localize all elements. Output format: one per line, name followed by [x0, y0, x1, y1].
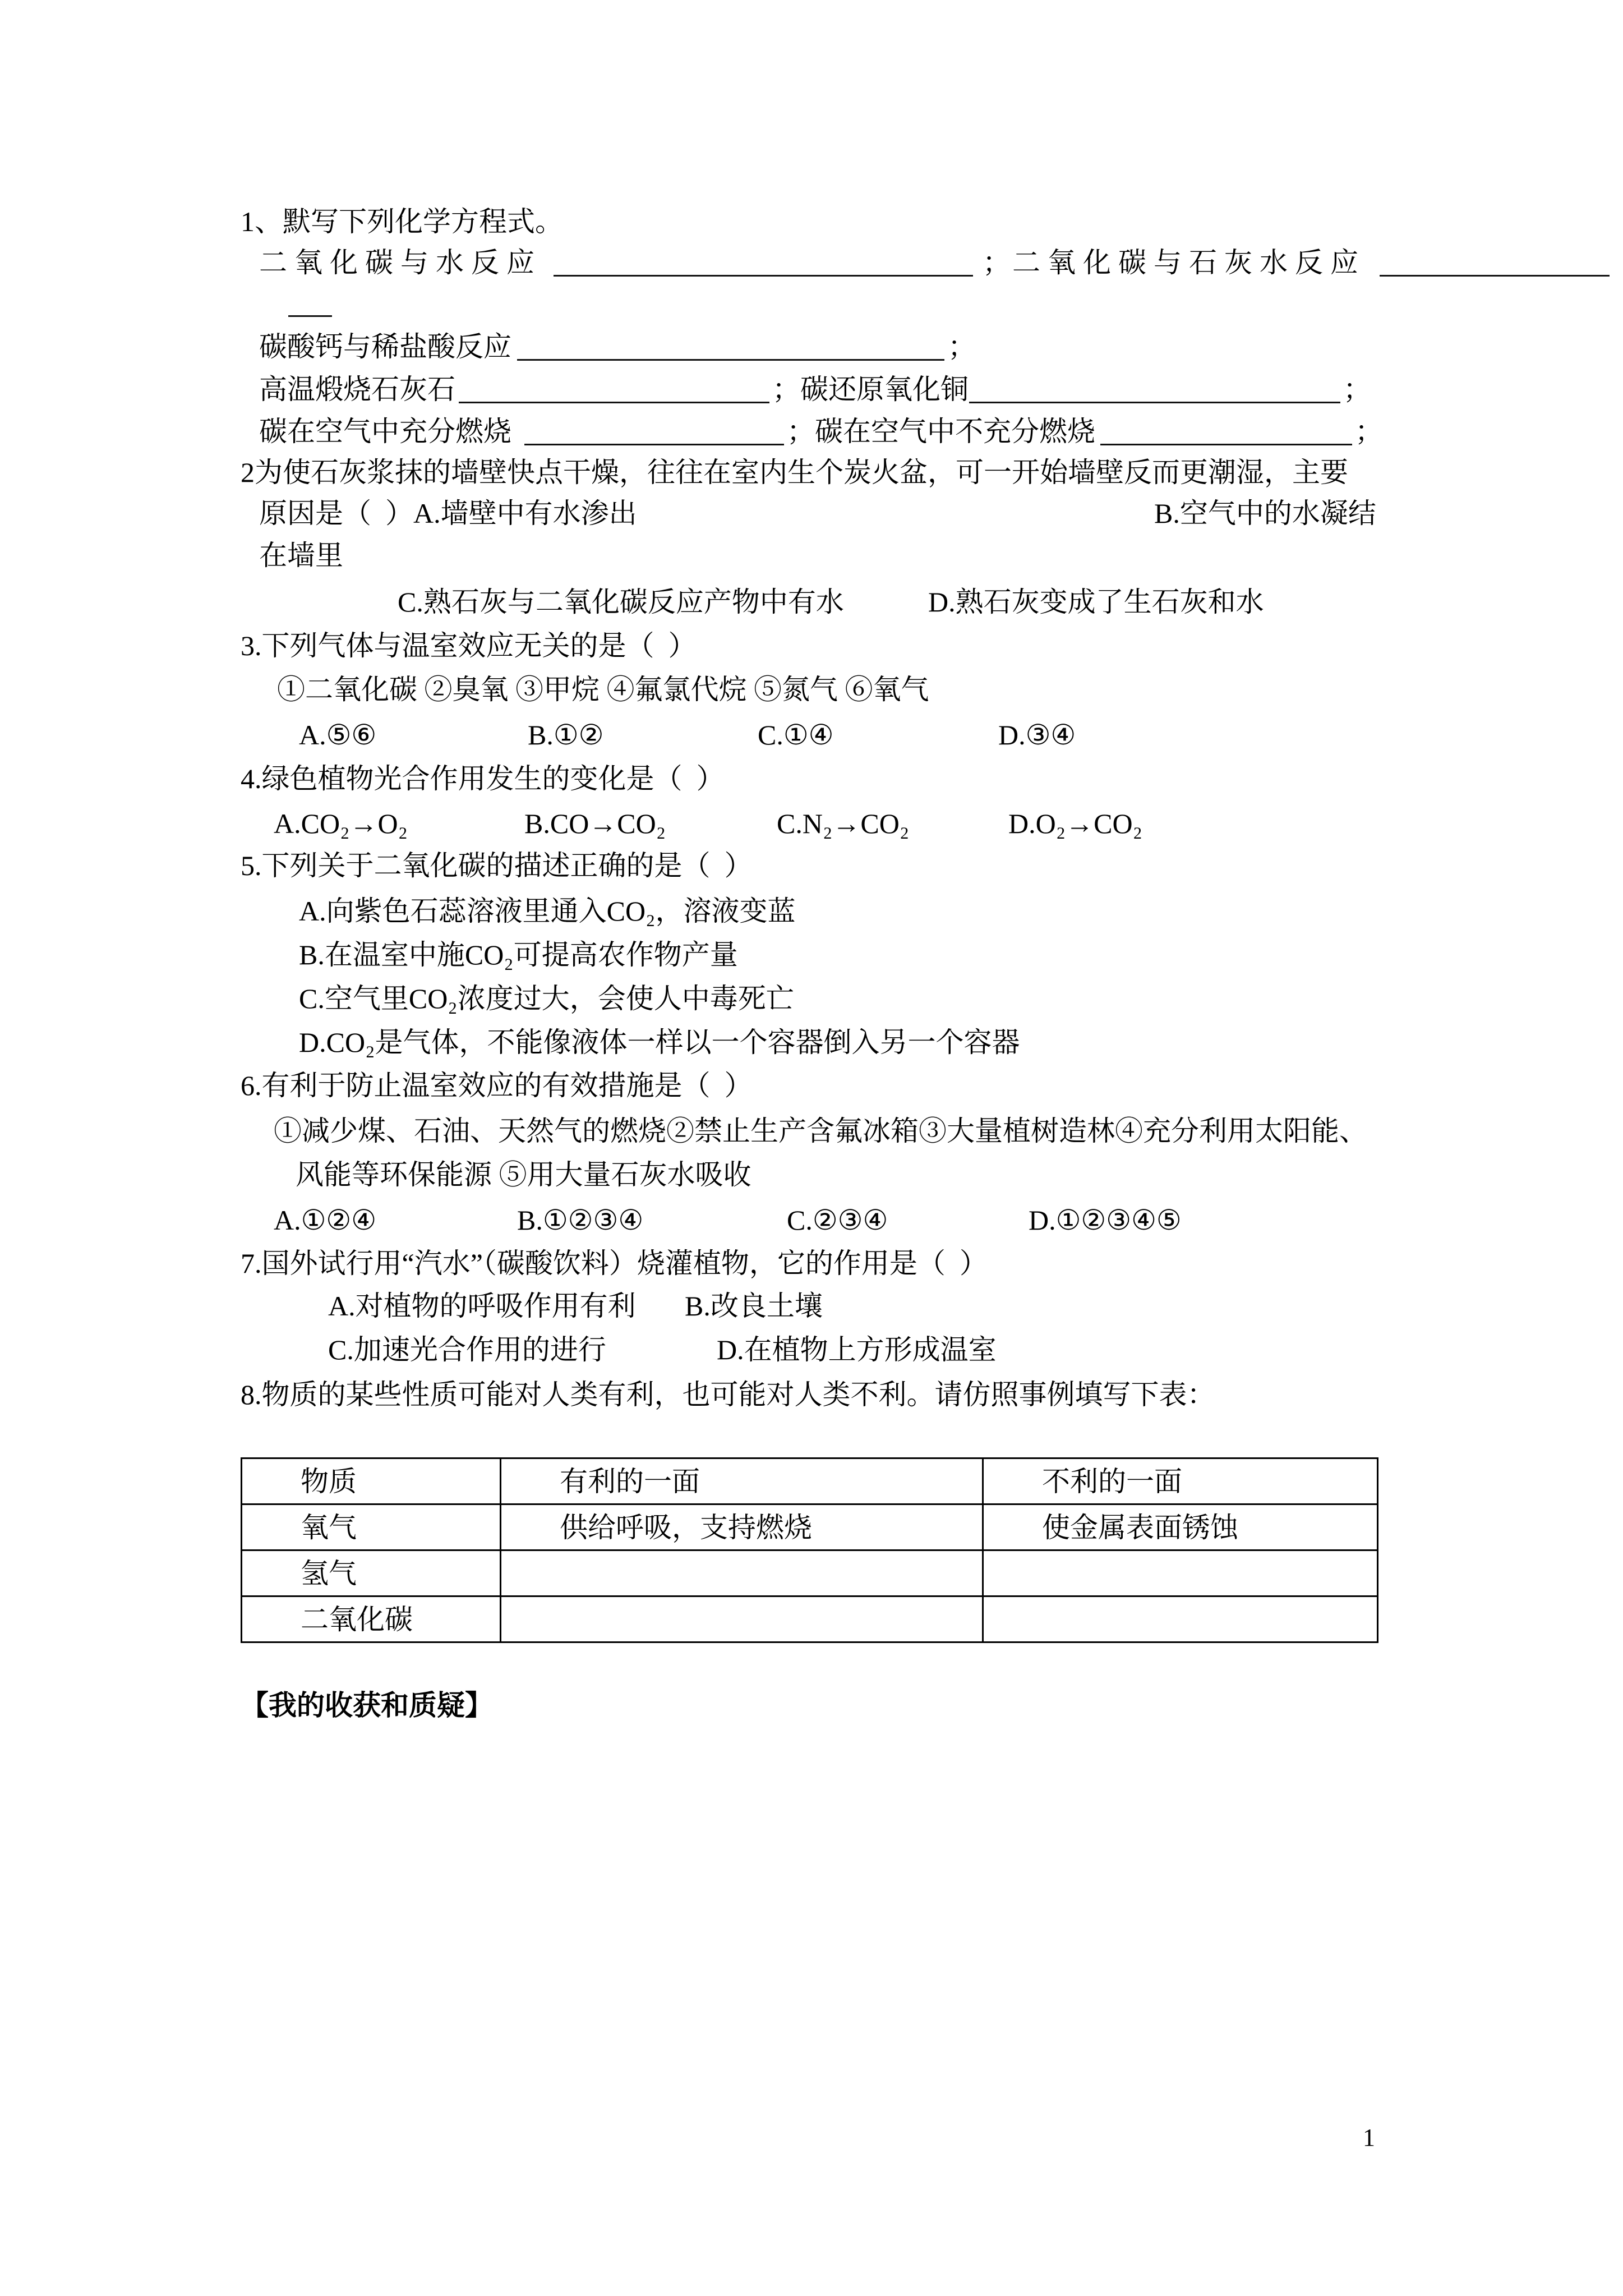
table-cell: 二氧化碳 [242, 1596, 501, 1642]
q5-option-b: B.在温室中施CO₂可提高农作物产量 [299, 939, 738, 970]
q7-option-c: C.加速光合作用的进行 [328, 1334, 606, 1365]
q2-stem-line1: 2为使石灰浆抹的墙壁快点干燥，往往在室内生个炭火盆，可一开始墙壁反而更潮湿，主要 [241, 457, 1348, 488]
q4-option-d: D.O₂→CO₂ [1008, 808, 1143, 839]
q3-option-d: D.③④ [998, 719, 1076, 751]
table-header-cell: 不利的一面 [983, 1458, 1378, 1504]
reflection-heading: 【我的收获和质疑】 [241, 1690, 493, 1721]
q1-eq3-blank [517, 330, 944, 361]
q6-option-d: D.①②③④⑤ [1029, 1204, 1182, 1236]
q6-items-line2: 风能等环保能源 ⑤用大量石灰水吸收 [296, 1159, 751, 1190]
q1-eq3-label: 碳酸钙与稀盐酸反应 [259, 331, 511, 362]
q1-eq5-label: ；碳还原氧化铜 [772, 374, 969, 405]
table-cell [501, 1550, 983, 1596]
q1-eq7-end: ； [1355, 416, 1383, 447]
q3-option-a: A.⑤⑥ [299, 719, 377, 751]
q4-stem: 4.绿色植物光合作用发生的变化是（ ） [241, 763, 725, 794]
table-cell [983, 1550, 1378, 1596]
q2-option-b: B.空气中的水凝结 [1154, 498, 1376, 529]
q6-option-b: B.①②③④ [517, 1204, 644, 1236]
q1-eq2-blank-continued [288, 286, 332, 317]
q5-option-c: C.空气里CO₂浓度过大，会使人中毒死亡 [299, 983, 794, 1014]
q7-option-b: B.改良土壤 [685, 1290, 823, 1322]
q1-eq6-label: 碳在空气中充分燃烧 [259, 416, 511, 447]
q2-option-d: D.熟石灰变成了生石灰和水 [928, 586, 1264, 618]
table-cell: 使金属表面锈蚀 [983, 1504, 1378, 1550]
table-cell: 氢气 [242, 1550, 501, 1596]
q3-stem: 3.下列气体与温室效应无关的是（ ） [241, 630, 697, 661]
q6-option-c: C.②③④ [787, 1204, 888, 1236]
table-cell: 供给呼吸，支持燃烧 [501, 1504, 983, 1550]
q4-option-a: A.CO₂→O₂ [274, 808, 408, 839]
table-cell [501, 1596, 983, 1642]
q5-option-d: D.CO₂是气体，不能像液体一样以一个容器倒入另一个容器 [299, 1027, 1020, 1058]
q7-stem: 7.国外试行用“汽水”（碳酸饮料）烧灌植物，它的作用是（ ） [241, 1248, 988, 1279]
q6-option-a: A.①②④ [274, 1204, 377, 1236]
q3-items: ①二氧化碳 ②臭氧 ③甲烷 ④氟氯代烷 ⑤氮气 ⑥氧气 [277, 674, 929, 705]
q6-stem: 6.有利于防止温室效应的有效措施是（ ） [241, 1070, 753, 1101]
q1-eq3-end: ； [948, 331, 976, 362]
q4-option-c: C.N₂→CO₂ [777, 808, 910, 839]
q1-eq7-blank [1100, 415, 1352, 445]
q1-eq5-end: ； [1343, 374, 1371, 405]
q7-option-d: D.在植物上方形成温室 [717, 1334, 997, 1365]
page-number: 1 [1363, 2124, 1375, 2151]
q1-eq7-label: ；碳在空气中不充分燃烧 [787, 416, 1095, 447]
substance-table [241, 1457, 1378, 1643]
q1-eq4-blank [459, 372, 769, 403]
q7-option-a: A.对植物的呼吸作用有利 [328, 1290, 636, 1322]
q2-option-b-continued: 在墙里 [259, 540, 343, 571]
q3-option-b: B.①② [528, 719, 604, 751]
q1-title: 1、默写下列化学方程式。 [241, 206, 563, 237]
q1-eq5-blank [969, 372, 1340, 403]
q1-eq4-label: 高温煅烧石灰石 [259, 374, 455, 405]
q4-option-b: B.CO→CO₂ [524, 808, 666, 839]
table-row [242, 1596, 1378, 1642]
q1-eq1-label: 二氧化碳与水反应 [259, 247, 542, 278]
q1-eq1-separator: ； [983, 247, 1011, 278]
q2-option-c: C.熟石灰与二氧化碳反应产物中有水 [398, 586, 844, 618]
q3-option-c: C.①④ [758, 719, 834, 751]
q1-eq2-label: 二氧化碳与石灰水反应 [1012, 247, 1366, 278]
table-header-cell: 有利的一面 [501, 1458, 983, 1504]
q5-option-a: A.向紫色石蕊溶液里通入CO₂，溶液变蓝 [299, 895, 796, 927]
q1-eq6-blank [524, 415, 784, 445]
q8-stem: 8.物质的某些性质可能对人类有利，也可能对人类不利。请仿照事例填写下表： [241, 1379, 1215, 1410]
q6-items-line1: ①减少煤、石油、天然气的燃烧②禁止生产含氟冰箱③大量植树造林④充分利用太阳能、 [274, 1115, 1367, 1147]
table-cell: 氧气 [242, 1504, 501, 1550]
table-row [242, 1504, 1378, 1550]
table-header-row [242, 1458, 1378, 1504]
q1-eq1-blank [554, 246, 973, 277]
q2-stem-line2-option-a: 原因是（ ）A.墙壁中有水渗出 [259, 498, 637, 529]
table-cell [983, 1596, 1378, 1642]
table-header-cell: 物质 [242, 1458, 501, 1504]
q1-eq2-blank [1380, 246, 1610, 277]
table-row [242, 1550, 1378, 1596]
q5-stem: 5.下列关于二氧化碳的描述正确的是（ ） [241, 850, 753, 881]
